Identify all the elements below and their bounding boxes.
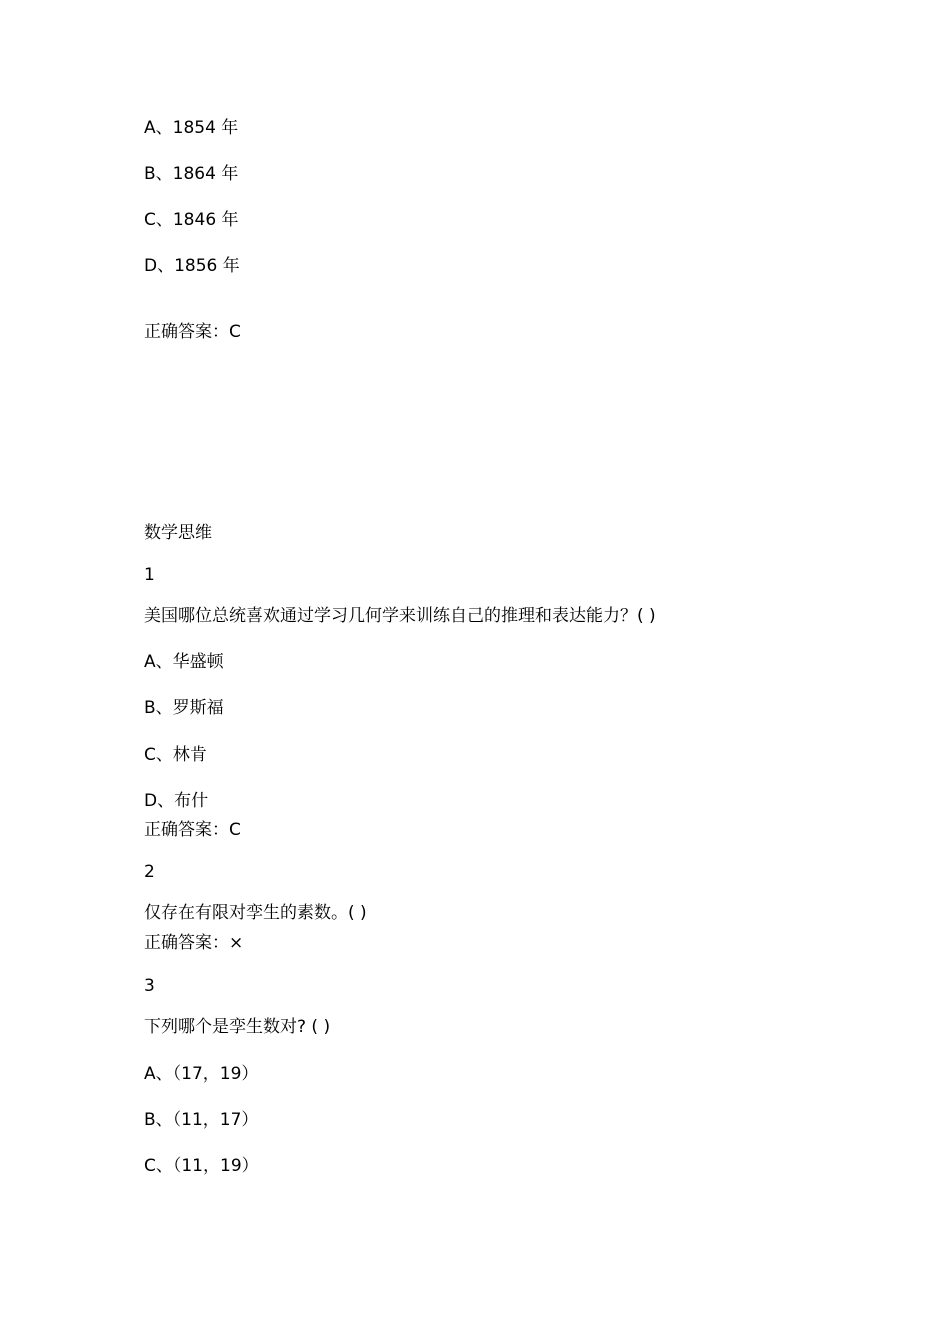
- option-c: C、林肯: [144, 745, 207, 765]
- question-text: 下列哪个是孪生数对? ( ): [144, 1017, 331, 1037]
- option-d: D、布什: [144, 791, 209, 811]
- question-number: 1: [144, 565, 155, 585]
- option-a: A、华盛顿: [144, 652, 224, 672]
- option-d: D、1856 年: [144, 256, 240, 276]
- question-number: 3: [144, 976, 155, 996]
- option-c: C、（11，19）: [144, 1156, 259, 1176]
- question-text: 美国哪位总统喜欢通过学习几何学来训练自己的推理和表达能力？( ): [144, 606, 656, 626]
- correct-answer: 正确答案：×: [144, 933, 244, 953]
- option-a: A、1854 年: [144, 118, 239, 138]
- option-b: B、（11，17）: [144, 1110, 259, 1130]
- correct-answer: 正确答案：C: [144, 820, 241, 840]
- option-b: B、罗斯福: [144, 698, 224, 718]
- section-title: 数学思维: [144, 523, 212, 543]
- option-a: A、（17，19）: [144, 1064, 259, 1084]
- option-b: B、1864 年: [144, 164, 239, 184]
- question-text: 仅存在有限对孪生的素数。( ): [144, 903, 367, 923]
- option-c: C、1846 年: [144, 210, 239, 230]
- question-number: 2: [144, 862, 155, 882]
- correct-answer: 正确答案：C: [144, 322, 241, 342]
